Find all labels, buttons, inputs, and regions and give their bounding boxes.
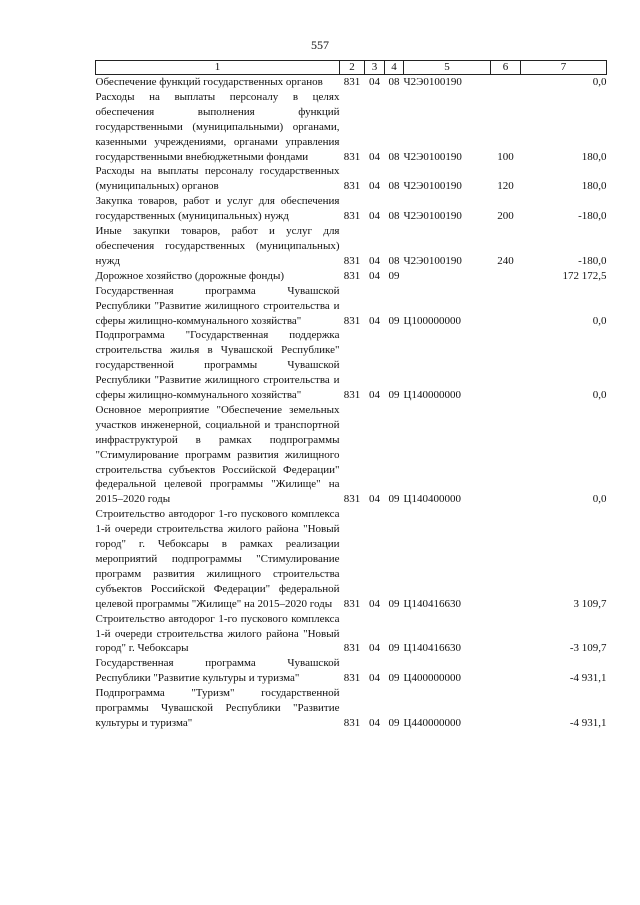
table-row [96,507,607,611]
amount-cell: 180,0 [581,180,607,193]
target-article-code-cell: Ц140400000 [403,493,461,506]
section-code-cell: 831 [343,254,361,267]
section-code-cell: 831 [343,597,361,610]
group-code-cell: 09 [388,597,400,610]
table-row [96,612,607,657]
section-code-cell: 831 [343,150,361,163]
expense-type-code-cell: 120 [497,180,514,193]
target-article-code-cell [404,269,491,284]
target-article-code-cell: Ц400000000 [403,672,461,685]
target-article-code-cell: Ч2Э0100190 [403,150,462,163]
amount-cell: -180,0 [578,254,607,267]
expense-type-code-cell [491,403,521,507]
group-code-cell: 09 [388,672,400,685]
amount-cell: 0,0 [592,389,607,402]
group-code-cell: 09 [388,314,400,327]
target-article-code-cell: Ч2Э0100190 [403,180,462,193]
amount-cell: -4 931,1 [569,716,607,729]
amount-cell: 0,0 [592,76,607,88]
row-name-cell: Государственная программа Чувашской Республики "Развитие культуры и туризма" [95,657,340,685]
group-code-cell: 08 [388,180,400,193]
expense-type-code-cell [491,75,521,90]
budget-table [95,60,607,731]
target-article-code-cell: Ц140000000 [403,389,461,402]
subsection-code-cell: 04 [369,597,380,610]
subsection-code-cell: 04 [369,389,380,402]
subsection-code-cell: 04 [369,76,380,88]
section-code-cell: 831 [343,269,361,282]
subsection-code-cell: 04 [369,254,380,267]
section-code-cell: 831 [343,642,361,655]
table-row [96,686,607,731]
table-row [96,194,607,224]
table-row [96,403,607,507]
amount-cell: 0,0 [592,493,607,506]
section-code-cell: 831 [343,672,361,685]
row-name-cell: Обеспечение функций государственных органов [95,76,323,88]
amount-cell: 172 172,5 [562,269,607,282]
target-article-code-cell: Ц100000000 [403,314,461,327]
row-name-cell: Строительство автодорог 1-го пускового комплекса 1-й очереди строительства жилого района "Новый город" г. Чебоксары [95,612,340,655]
target-article-code-cell: Ч2Э0100190 [403,76,462,88]
amount-cell: 180,0 [581,150,607,163]
expense-type-code-cell [491,686,521,731]
expense-type-code-cell [491,656,521,686]
column-header: 1 [96,61,340,75]
subsection-code-cell: 04 [369,716,380,729]
subsection-code-cell: 04 [369,180,380,193]
row-name-cell: Расходы на выплаты персоналу государственных (муниципальных) органов [95,165,340,193]
amount-cell: -180,0 [578,210,607,223]
row-name-cell: Подпрограмма "Туризм" государственной программы Чувашской Республики "Развитие культуры и туризма" [95,687,340,729]
page-number: 557 [311,38,329,52]
group-code-cell: 08 [388,150,400,163]
amount-cell: 0,0 [592,314,607,327]
table-header-row [96,61,607,75]
group-code-cell: 09 [388,269,400,282]
subsection-code-cell: 04 [369,642,380,655]
column-header: 2 [340,61,365,75]
row-name-cell: Иные закупки товаров, работ и услуг для обеспечения государственных (муниципальных) нужд [95,225,340,267]
group-code-cell: 09 [388,493,400,506]
expense-type-code-cell [491,284,521,329]
table-row [96,284,607,329]
table-row [96,656,607,686]
column-header: 7 [521,61,607,75]
expense-type-code-cell [491,507,521,611]
group-code-cell: 09 [388,716,400,729]
expense-type-code-cell [491,328,521,403]
group-code-cell: 08 [388,210,400,223]
group-code-cell: 09 [388,389,400,402]
table-row [96,90,607,165]
subsection-code-cell: 04 [369,314,380,327]
group-code-cell: 08 [388,76,400,88]
target-article-code-cell: Ц140416630 [403,597,461,610]
row-name-cell: Дорожное хозяйство (дорожные фонды) [95,269,285,282]
column-header: 5 [404,61,491,75]
subsection-code-cell: 04 [369,493,380,506]
section-code-cell: 831 [343,716,361,729]
column-header: 6 [491,61,521,75]
expense-type-code-cell: 100 [497,150,514,163]
subsection-code-cell: 04 [369,150,380,163]
table-row [96,75,607,90]
column-header: 4 [385,61,404,75]
table-row [96,224,607,269]
expense-type-code-cell [491,269,521,284]
row-name-cell: Основное мероприятие "Обеспечение земельных участков инженерной, социальной и транспортной инфраструктурой в рамках подпрограммы "Стимулирование программ развития жилищного строительства субъектов Российской Федерации" федеральной целевой программы "Жилище" на 2015–2020 годы [95,403,340,506]
amount-cell: -3 109,7 [569,642,607,655]
target-article-code-cell: Ц140416630 [403,642,461,655]
expense-type-code-cell: 200 [497,210,514,223]
table-row [96,328,607,403]
target-article-code-cell: Ч2Э0100190 [403,210,462,223]
amount-cell: 3 109,7 [573,597,607,610]
expense-type-code-cell: 240 [497,254,514,267]
target-article-code-cell: Ч2Э0100190 [403,254,462,267]
amount-cell: -4 931,1 [569,672,607,685]
row-name-cell: Строительство автодорог 1-го пускового комплекса 1-й очереди строительства жилого района "Новый город" г. Чебоксары в рамках реализации мероприятий подпрограммы "Стимулирование программ развития жилищного строительства субъектов Российской Федерации" федеральной целевой программы "Жилище" на 2015–2020 годы [95,508,340,610]
row-name-cell: Закупка товаров, работ и услуг для обеспечения государственных (муниципальных) нужд [95,195,340,223]
section-code-cell: 831 [343,314,361,327]
subsection-code-cell: 04 [369,269,380,282]
section-code-cell: 831 [343,389,361,402]
group-code-cell: 08 [388,254,400,267]
group-code-cell: 09 [388,642,400,655]
section-code-cell: 831 [343,493,361,506]
section-code-cell: 831 [343,180,361,193]
row-name-cell: Расходы на выплаты персоналу в целях обеспечения выполнения функций государственными (муниципальными) органами, казенными учреждениями, органами управления государственными внебюджетными фондами [95,90,340,163]
subsection-code-cell: 04 [369,672,380,685]
row-name-cell: Подпрограмма "Государственная поддержка строительства жилья в Чувашской Республике" государственной программы Чувашской Республики "Развитие жилищного строительства и сферы жилищно-коммунального хозяйства" [95,329,340,402]
table-row [96,269,607,284]
row-name-cell: Государственная программа Чувашской Республики "Развитие жилищного строительства и сферы жилищно-коммунального хозяйства" [95,284,340,327]
column-header: 3 [365,61,385,75]
subsection-code-cell: 04 [369,210,380,223]
expense-type-code-cell [491,612,521,657]
section-code-cell: 831 [343,210,361,223]
section-code-cell: 831 [343,76,361,88]
table-row [96,164,607,194]
target-article-code-cell: Ц440000000 [403,716,461,729]
